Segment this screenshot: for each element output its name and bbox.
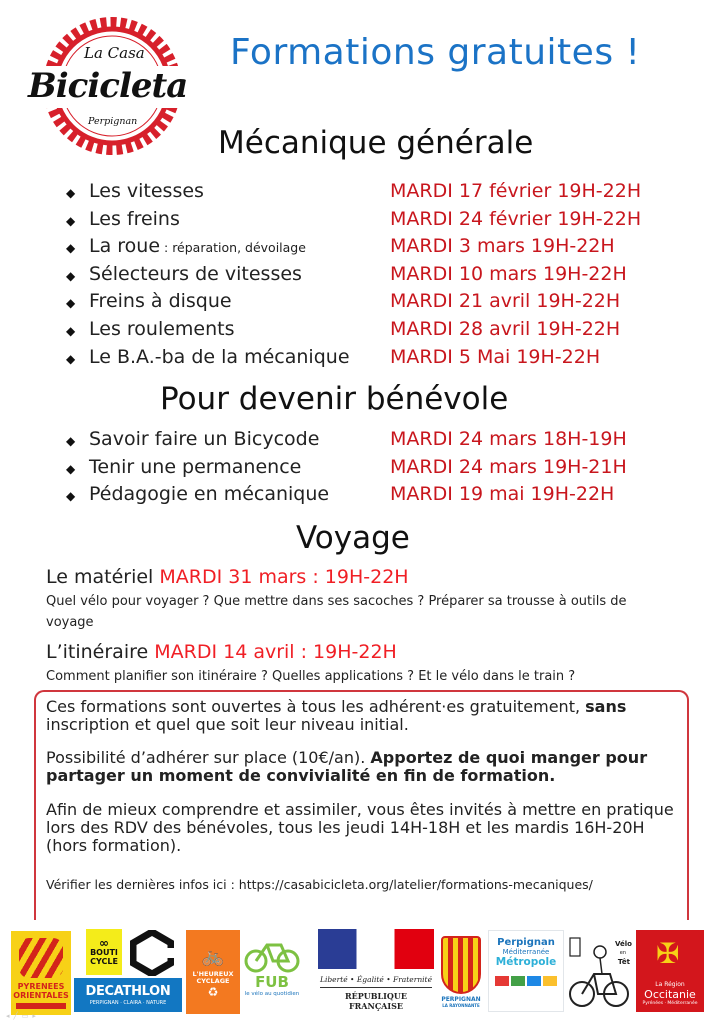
list-item (66, 290, 666, 318)
logo-republique-francaise (318, 929, 434, 1011)
diamond-bullet-icon: ◆ (66, 489, 76, 504)
list-item (66, 456, 666, 484)
logo-bottom-text: Perpignan (88, 116, 138, 127)
info-box (34, 690, 689, 920)
logo-text-line: Métropole (495, 956, 557, 968)
mecanique-list (66, 180, 666, 373)
diamond-bullet-icon: ◆ (66, 186, 76, 200)
list-item (66, 263, 666, 291)
section-heading-benevole: Pour devenir bénévole (160, 381, 509, 417)
course-title: Sélecteurs de vitesses (89, 262, 302, 285)
bicycle-icon: 🚲 (201, 945, 225, 967)
bicycle-icon (243, 941, 301, 973)
logo-perpignan (438, 930, 484, 1014)
info-paragraph-practice: Afin de mieux comprendre et assimiler, vous êtes invités à mettre en pratique lors des RDV des bénévoles, tous les jeudi 14H-18H et les mardis 16H-20H (hors formation). (46, 800, 674, 855)
list-item (66, 180, 666, 208)
logo-occitanie (636, 930, 704, 1012)
course-title: Freins à disque (89, 290, 232, 313)
list-item (66, 318, 666, 346)
logo-main-text: Bicicleta (28, 66, 188, 106)
logo-subtext: Pyrénées · Méditerranée (642, 1001, 698, 1006)
course-title: Savoir faire un Bicycode (89, 428, 320, 450)
logo-text-line: LA RAYONNANTE (442, 1002, 480, 1008)
logo-heureux-cyclage (186, 930, 240, 1014)
course-date: MARDI 21 avril 19H-22H (390, 290, 621, 313)
marianne-flag-icon (318, 929, 434, 969)
logo-bar (16, 1003, 66, 1009)
info-text: Vérifier les dernières infos ici : (46, 877, 239, 892)
logo-text-line: BOUTI (90, 947, 118, 957)
diamond-bullet-icon: ◆ (66, 241, 76, 256)
section-heading-voyage: Voyage (296, 520, 410, 556)
logo-text: Occitanie (644, 988, 696, 1001)
logo-pyrenees-orientales (11, 931, 71, 1015)
shield-icon (441, 936, 481, 994)
course-label (89, 290, 232, 312)
casa-bicicleta-logo (22, 16, 202, 156)
logo-top-text: La Casa (84, 44, 145, 62)
logo-text-line: La Région (655, 981, 685, 988)
pen-icon[interactable]: ╱ (13, 1012, 22, 1020)
info-paragraph-access (46, 698, 686, 734)
course-note: : réparation, dévoilage (160, 240, 306, 256)
logo-text-line: Têt (617, 958, 630, 966)
viewer-controls[interactable] (6, 1012, 40, 1020)
logo-text-line: PYRENEES (17, 981, 65, 991)
course-label (89, 318, 235, 340)
course-label (89, 208, 180, 230)
prev-icon[interactable]: ◂ (6, 1012, 14, 1020)
info-paragraph-membership (46, 749, 686, 785)
info-text: Ces formations sont ouvertes à tous les adhérent·es gratuitement, (46, 697, 586, 716)
course-title: Le matériel (46, 566, 160, 588)
logo-subtext: PERPIGNAN · CLAIRA · NATURE (89, 1000, 167, 1006)
logo-text-line: CYCLAGE (196, 976, 230, 985)
menu-icon[interactable]: ▭ (21, 1012, 33, 1020)
logo-decathlon (74, 978, 182, 1012)
sponsor-logos (0, 928, 720, 1018)
course-date: MARDI 3 mars 19H-22H (390, 235, 615, 258)
diamond-bullet-icon: ◆ (66, 296, 76, 311)
course-label (89, 263, 302, 285)
logo-text: RÉPUBLIQUE FRANÇAISE (345, 991, 407, 1011)
course-label (89, 346, 350, 368)
info-paragraph-link (46, 876, 686, 894)
list-item (66, 428, 666, 456)
list-item (66, 346, 666, 374)
recycle-icon: ♻ (207, 984, 219, 999)
logo-text-line: CYCLE (90, 956, 118, 966)
course-date: MARDI 24 mars 19H-21H (390, 455, 627, 478)
logo-text-line: Perpignan (497, 937, 555, 948)
course-title: L’itinéraire (46, 641, 155, 663)
list-item (66, 483, 666, 511)
diamond-bullet-icon: ◆ (66, 323, 76, 338)
course-date: MARDI 28 avril 19H-22H (390, 317, 621, 340)
course-title: Les vitesses (89, 180, 204, 202)
diamond-bullet-icon: ◆ (66, 461, 76, 476)
logo-text: DECATHLON (85, 984, 171, 999)
bike-icon: ∞ (99, 935, 109, 950)
logo-velo-en-tet (566, 930, 634, 1012)
occitan-cross-icon: ✠ (656, 937, 680, 970)
course-title: Tenir une permanence (89, 455, 302, 478)
course-date: MARDI 31 mars : 19H-22H (159, 566, 409, 588)
voyage-item-title (46, 566, 409, 588)
info-bold-text: sans (585, 697, 627, 716)
voyage-item-description: Comment planifier son itinéraire ? Quelles applications ? Et le vélo dans le train ? (46, 669, 576, 684)
next-icon[interactable]: ▸ (32, 1012, 40, 1020)
course-label (89, 180, 204, 202)
logo-bouticycle (86, 929, 122, 975)
diamond-bullet-icon: ◆ (66, 351, 76, 366)
voyage-item-title (46, 641, 397, 663)
course-date: MARDI 14 avril : 19H-22H (154, 641, 397, 663)
section-heading-mecanique: Mécanique générale (218, 125, 534, 161)
list-item (66, 208, 666, 236)
logo-text-line: en (619, 950, 626, 956)
tiles-icon (495, 976, 557, 986)
info-bold-text: Apportez de quoi manger pour partager un moment de convivialité en fin de formation. (46, 748, 648, 785)
logo-text-line: ORIENTALES (13, 990, 69, 1000)
course-title: Les freins (89, 207, 180, 230)
course-date: MARDI 19 mai 19H-22H (390, 483, 615, 506)
logo-subtext: le vélo au quotidien (244, 991, 300, 997)
catalan-stripes-icon (19, 938, 63, 978)
hexagon-icon (130, 930, 174, 976)
info-text: Possibilité d’adhérer sur place (10€/an). (46, 748, 371, 767)
page-title: Formations gratuites ! (230, 32, 641, 73)
logo-text: FUB (255, 973, 289, 991)
logo-text-line: L'HEUREUX (192, 969, 234, 978)
course-date: MARDI 10 mars 19H-22H (390, 262, 627, 285)
course-date: MARDI 24 mars 18H-19H (390, 428, 627, 450)
logo-text (441, 997, 480, 1009)
logo-text-line: PERPIGNAN (441, 995, 481, 1003)
course-date: MARDI 5 Mai 19H-22H (390, 345, 601, 368)
course-title: Les roulements (89, 317, 235, 340)
course-title: Pédagogie en mécanique (89, 483, 330, 506)
logo-text-line: Vélo (615, 940, 632, 948)
info-url-link[interactable]: https://casabicicleta.org/latelier/formations-mecaniques/ (238, 877, 593, 892)
logo-text (192, 971, 233, 985)
logo-text (13, 982, 68, 1000)
logo-text-line: Méditerranée (502, 948, 550, 956)
diamond-bullet-icon: ◆ (66, 268, 76, 283)
benevole-list (66, 428, 666, 511)
list-item (66, 235, 666, 263)
logo-fub (243, 934, 301, 1004)
course-title: La roue (89, 235, 161, 258)
logo-motto: Liberté • Égalité • Fraternité (319, 975, 433, 985)
voyage-item-description: Quel vélo pour voyager ? Que mettre dans ses sacoches ? Préparer sa trousse à outils de voyage (46, 594, 627, 630)
course-date: MARDI 17 février 19H-22H (390, 180, 642, 202)
logo-cube-hexagon (130, 930, 174, 976)
course-label (89, 235, 306, 257)
course-title: Le B.A.-ba de la mécanique (89, 345, 350, 368)
info-text: inscription et quel que soit leur niveau initial. (46, 715, 409, 734)
diamond-bullet-icon: ◆ (66, 434, 76, 448)
divider (320, 987, 432, 988)
logo-perpignan-mediterranee-metropole (488, 930, 564, 1012)
course-date: MARDI 24 février 19H-22H (390, 207, 642, 230)
diamond-bullet-icon: ◆ (66, 213, 76, 228)
